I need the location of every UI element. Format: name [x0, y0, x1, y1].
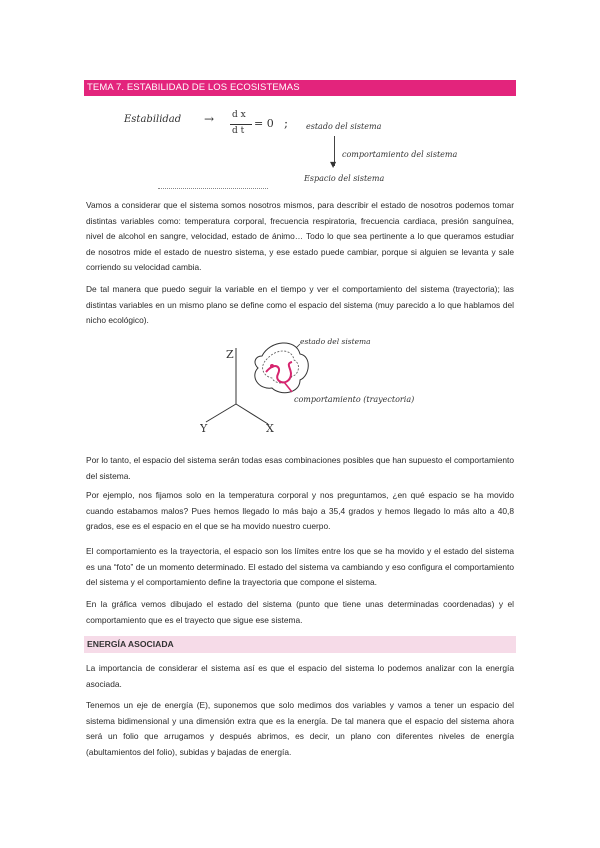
x-axis — [236, 404, 268, 424]
trajectory-path — [266, 362, 292, 382]
behavior-label: comportamiento del sistema — [342, 150, 458, 159]
y-axis — [206, 404, 236, 422]
paragraph-8: Tenemos un eje de energía (E), suponemos que solo medimos dos variables y vamos a tener un espacio del sistema bidimensional y una dimensión extra que es la energía. De tal manera que el espacio del sistema ahora será un folio que arrugamos y después abrimos, es decir, un plano con diferentes niveles de energía (abultamientos del folio), subidas y bajadas de energía. — [86, 700, 514, 757]
semicolon: ; — [284, 116, 289, 130]
trajectory-arrow — [284, 382, 292, 392]
cropped-scribble — [158, 186, 268, 189]
state-label: estado del sistema — [306, 122, 382, 131]
diagram-behavior-label: comportamiento (trayectoria) — [294, 395, 415, 404]
sketch-top — [120, 108, 480, 192]
arrow-icon: → — [204, 112, 215, 126]
state-point — [270, 364, 274, 368]
fraction-denominator: d t — [232, 126, 245, 136]
paragraph-7: La importancia de considerar el sistema así es que el espacio del sistema lo podemos analizar con la energía asociada. — [86, 663, 514, 689]
diagram-state-label: estado del sistema — [300, 337, 371, 346]
sketch-label-stability: Estabilidad — [124, 114, 182, 125]
paragraph-4: Por ejemplo, nos fijamos solo en la temperatura corporal y nos preguntamos, ¿en qué espacio se ha movido cuando estabamos malos? Pues hemos llegado lo más bajo a 35,4 grados y hemos llegado lo más alto a 40,8 grados, ese es el espacio en el que se ha movido nuestro cuerpo. — [86, 490, 514, 531]
fraction-line — [230, 124, 252, 125]
axis-y-label: Y — [200, 422, 208, 435]
axis-z-label: Z — [226, 348, 234, 361]
paragraph-5: El comportamiento es la trayectoria, el espacio son los límites entre los que se ha movido y el estado del sistema es una “foto” de un momento determinado. El estado del sistema va cambiando y eso configura el comportamiento del sistema y el comportamiento define la trayectoria que compone el sistema. — [86, 546, 514, 587]
paragraph-3: Por lo tanto, el espacio del sistema serán todas esas combinaciones posibles que han supuesto el comportamiento del sistema. — [86, 455, 514, 481]
equation-equals: = 0 — [254, 117, 274, 130]
paragraph-2: De tal manera que puedo seguir la variable en el tiempo y ver el comportamiento del sistema (trayectoria); las distintas variables en un mismo plano se define como el espacio del sistema (muy parecido a lo que hablamos del nicho ecológico). — [86, 284, 514, 325]
paragraph-1: Vamos a considerar que el sistema somos nosotros mismos, para describir el estado de nosotros podemos tomar distintas variables como: temperatura corporal, frecuencia respiratoria, frecuencia cardiaca, presión sanguínea, nivel de alcohol en sangre, velocidad, estado de ánimo… Todo lo que sea pertinente a lo que queramos estudiar de nosotros mide el estado de nuestro sistema, y ese estado puede cambiar, porque si alguien se levanta y sale corriendo su velocidad cambia. — [86, 200, 514, 272]
axis-x-label: X — [266, 422, 274, 435]
section-heading: ENERGÍA ASOCIADA — [84, 636, 516, 653]
page-title: TEMA 7. ESTABILIDAD DE LOS ECOSISTEMAS — [84, 80, 516, 96]
system-space-inner — [263, 351, 299, 383]
space-label: Espacio del sistema — [304, 174, 385, 183]
paragraph-6: En la gráfica vemos dibujado el estado del sistema (punto que tiene unas determinadas coordenadas) y el comportamiento que es el trayecto que sigue ese sistema. — [86, 599, 514, 625]
chevron-down-icon: ▼ — [330, 160, 337, 169]
fraction-numerator: d x — [232, 110, 246, 120]
phase-space-diagram — [200, 332, 440, 438]
